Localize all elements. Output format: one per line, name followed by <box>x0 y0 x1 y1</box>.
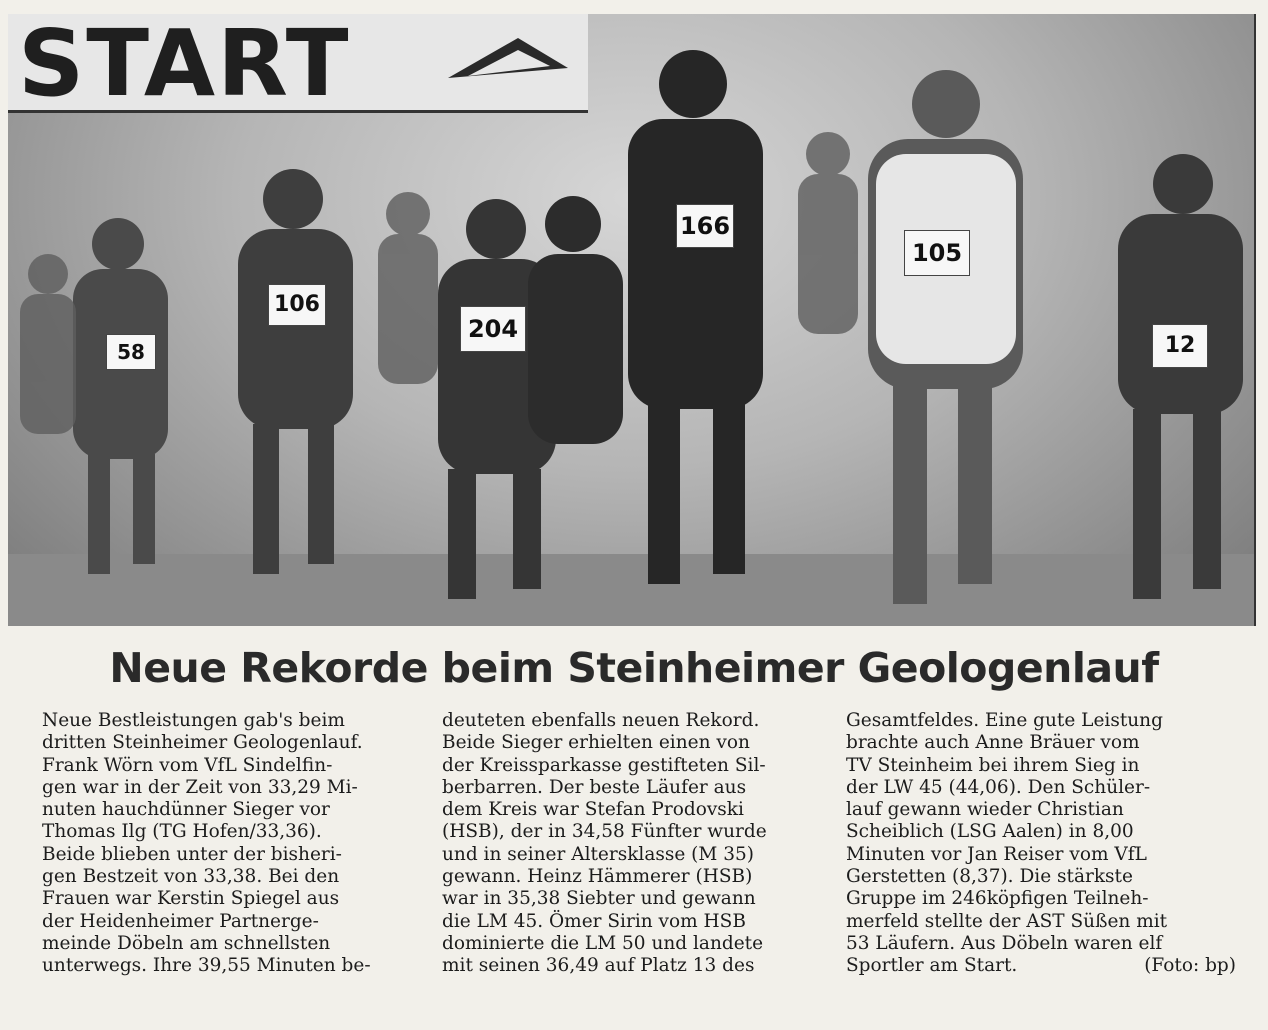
text-line: gewann. Heinz Hämmerer (HSB) <box>442 866 753 888</box>
text-line: dritten Steinheimer Geologenlauf. <box>42 732 363 754</box>
text-line: die LM 45. Ömer Sirin vom HSB <box>442 910 746 932</box>
runners-illustration <box>8 14 1254 626</box>
text-line: (HSB), der in 34,58 Fünfter wurde <box>442 821 767 843</box>
article-headline: Neue Rekorde beim Steinheimer Geologenlauf <box>109 644 1159 692</box>
text-line: merfeld stellte der AST Süßen mit <box>846 910 1168 932</box>
text-line: Frank Wörn vom VfL Sindelfin- <box>42 754 333 776</box>
text-line: Gesamtfeldes. Eine gute Leistung <box>846 710 1163 731</box>
text-line: TV Steinheim bei ihrem Sieg in <box>846 754 1140 776</box>
text-line: Thomas Ilg (TG Hofen/33,36). <box>42 821 322 843</box>
photo-credit: (Foto: bp) <box>1144 955 1236 977</box>
article-column-2 <box>442 710 840 978</box>
text-line: lauf gewann wieder Christian <box>846 799 1124 821</box>
text-line: Gerstetten (8,37). Die stärkste <box>846 866 1133 888</box>
bib-number: 166 <box>676 204 734 248</box>
text-line: Beide Sieger erhielten einen von <box>442 732 750 754</box>
text-line-content: Sportler am Start. <box>846 955 1018 977</box>
article-column-3 <box>846 710 1236 978</box>
text-line: war in 35,38 Siebter und gewann <box>442 888 756 910</box>
text-line: Gruppe im 246köpfigen Teilneh- <box>846 888 1149 910</box>
bib-number: 204 <box>460 306 526 352</box>
start-banner-text: START <box>18 14 351 117</box>
text-line: Beide blieben unter der bisheri- <box>42 843 342 865</box>
text-line: deuteten ebenfalls neuen Rekord. <box>442 710 760 731</box>
text-line <box>846 955 1236 977</box>
text-line: unterwegs. Ihre 39,55 Minuten be- <box>42 955 371 977</box>
text-line: Neue Bestleistungen gab's beim <box>42 710 345 731</box>
text-line: dem Kreis war Stefan Prodovski <box>442 799 744 821</box>
text-line: der Heidenheimer Partnerge- <box>42 910 319 932</box>
text-line: der Kreissparkasse gestifteten Sil- <box>442 754 766 776</box>
text-line: Frauen war Kerstin Spiegel aus <box>42 888 340 910</box>
text-line: gen Bestzeit von 33,38. Bei den <box>42 866 340 888</box>
text-line: Scheiblich (LSG Aalen) in 8,00 <box>846 821 1134 843</box>
bib-number: 12 <box>1152 324 1208 368</box>
text-line: nuten hauchdünner Sieger vor <box>42 799 330 821</box>
text-line: berbarren. Der beste Läufer aus <box>442 776 747 798</box>
text-line: Minuten vor Jan Reiser vom VfL <box>846 843 1147 865</box>
bib-number: 58 <box>106 334 156 370</box>
text-line: und in seiner Altersklasse (M 35) <box>442 843 754 865</box>
text-line: 53 Läufern. Aus Döbeln waren elf <box>846 932 1163 954</box>
text-line: dominierte die LM 50 und landete <box>442 932 764 954</box>
text-line: meinde Döbeln am schnellsten <box>42 932 331 954</box>
bib-number: 106 <box>268 284 326 326</box>
text-line: der LW 45 (44,06). Den Schüler- <box>846 776 1151 798</box>
bib-number: 105 <box>904 230 970 276</box>
text-line: mit seinen 36,49 auf Platz 13 des <box>442 955 755 977</box>
race-start-photo <box>8 14 1256 626</box>
text-line: brachte auch Anne Bräuer vom <box>846 732 1140 754</box>
text-line: gen war in der Zeit von 33,29 Mi- <box>42 776 358 798</box>
article-column-1 <box>42 710 432 978</box>
